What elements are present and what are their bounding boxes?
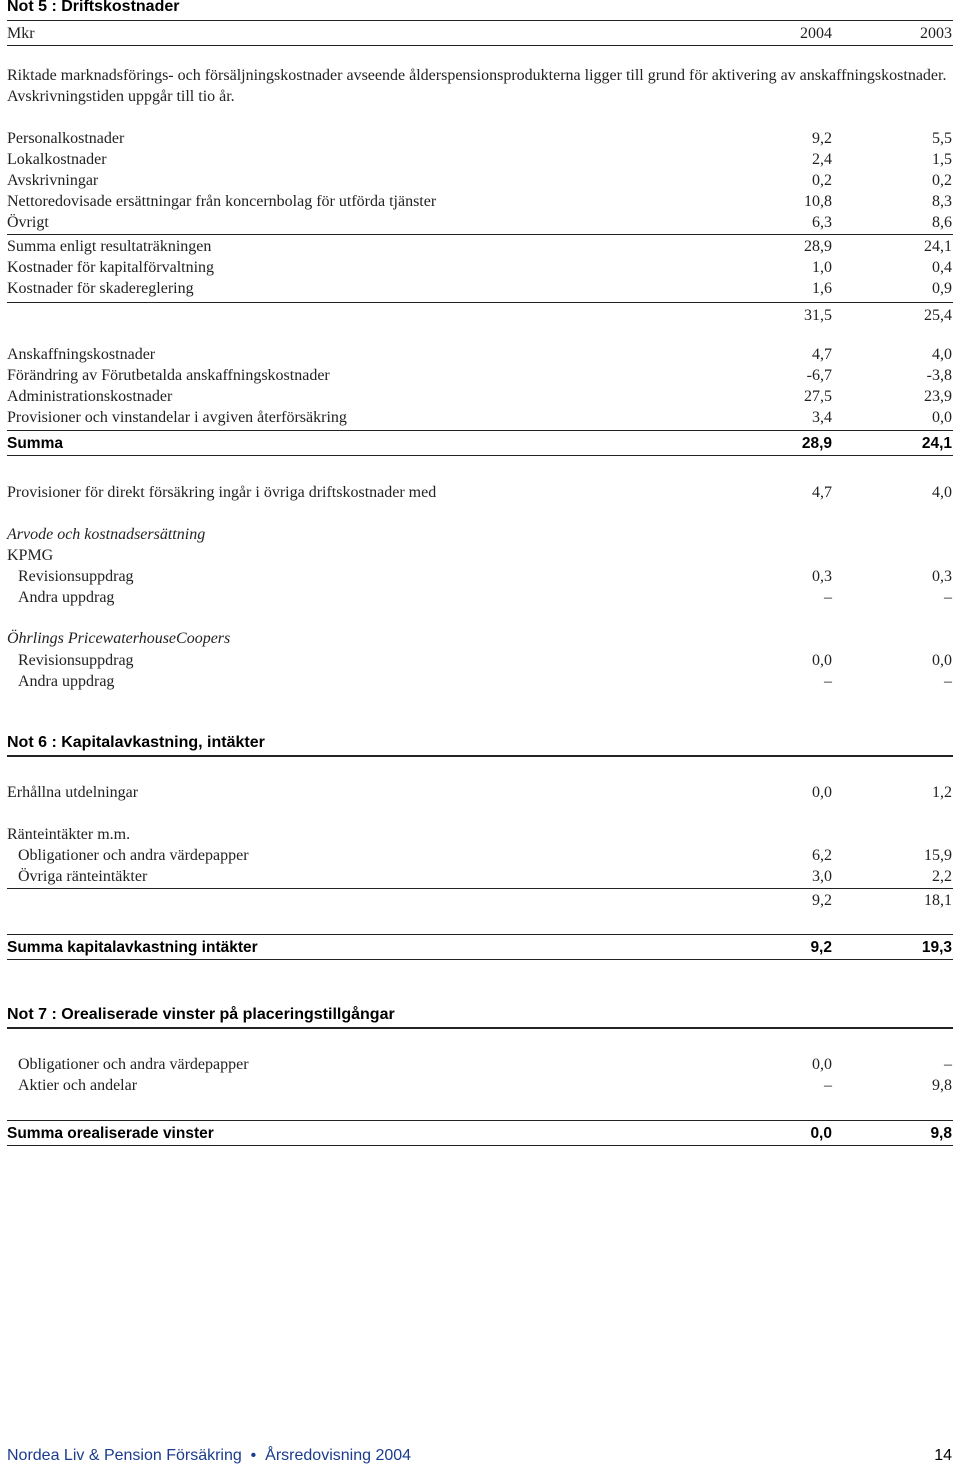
divider [7,455,953,456]
note5-title: Not 5 : Driftskostnader [7,0,180,15]
column-2003: 2003 [920,25,952,42]
table-row: Provisioner och vinstandelar i avgiven återförsäkring 3,4 0,0 [7,409,952,426]
table-row: Anskaffningskostnader 4,7 4,0 [7,346,952,363]
subtotal-row: 31,5 25,4 [804,307,952,324]
table-row: Revisionsuppdrag 0,3 0,3 [18,568,952,585]
table-row: Provisioner för direkt försäkring ingår i övriga driftskostnader med 4,7 4,0 [7,484,952,501]
divider [7,934,953,935]
divider [7,430,953,431]
note7-title: Not 7 : Orealiserade vinster på placeringstillgångar [7,1006,395,1023]
page-footer [7,1447,953,1469]
table-row: Andra uppdrag – – [18,589,952,606]
total-row: Summa kapitalavkastning intäkter 9,2 19,3 [7,939,952,956]
table-row: Nettoredovisade ersättningar från koncernbolag för utförda tjänster 10,8 8,3 [7,193,952,210]
column-2004: 2004 [800,25,832,42]
table-row: Förändring av Förutbetalda anskaffningskostnader -6,7 -3,8 [7,367,952,384]
table-row: Andra uppdrag – – [18,673,952,690]
divider [7,959,953,960]
table-row: Obligationer och andra värdepapper 0,0 – [18,1056,952,1073]
table-row: Lokalkostnader 2,4 1,5 [7,151,952,168]
table-row: Erhållna utdelningar 0,0 1,2 [7,784,952,801]
table-row: Aktier och andelar – 9,8 [18,1077,952,1094]
subtotal-row: 9,2 18,1 [812,892,952,909]
table-row: Övriga ränteintäkter 3,0 2,2 [18,868,952,885]
intro-paragraph: Riktade marknadsförings- och försäljningskostnader avseende ålderspensionsprodukterna ligger till grund för aktivering av anskaffningskostnader. Avskrivningstiden uppgår till tio år. [7,67,947,105]
divider [7,888,953,889]
table-row: Administrationskostnader 27,5 23,9 [7,388,952,405]
table-row: Övrigt 6,3 8,6 [7,214,952,231]
divider [7,755,953,757]
footer-text: Nordea Liv & Pension Försäkring • Årsredovisning 2004 [7,1447,412,1464]
table-row: Avskrivningar 0,2 0,2 [7,172,952,189]
table-header-row [7,23,953,44]
divider [7,20,953,21]
total-row: Summa orealiserade vinster 0,0 9,8 [7,1125,952,1142]
section-subtitle: Arvode och kostnadsersättning [7,526,206,543]
section-subtitle: Ränteintäkter m.m. [7,826,131,843]
page-number: 14 [934,1447,952,1464]
divider [7,234,953,235]
divider [7,1145,953,1146]
firm-label: Öhrlings PricewaterhouseCoopers [7,630,231,647]
table-row: Obligationer och andra värdepapper 6,2 15,9 [18,847,952,864]
total-row: Summa 28,9 24,1 [7,435,952,452]
table-row: Summa enligt resultaträkningen 28,9 24,1 [7,238,952,255]
table-row: Personalkostnader 9,2 5,5 [7,130,952,147]
table-row: Kostnader för skadereglering 1,6 0,9 [7,280,952,297]
firm-label: KPMG [7,547,54,564]
divider [7,302,953,303]
divider [7,1027,953,1029]
table-row: Kostnader för kapitalförvaltning 1,0 0,4 [7,259,952,276]
divider [7,45,953,46]
table-row: Revisionsuppdrag 0,0 0,0 [18,652,952,669]
unit-label: Mkr [7,25,35,42]
note6-title: Not 6 : Kapitalavkastning, intäkter [7,734,265,751]
divider [7,1120,953,1121]
